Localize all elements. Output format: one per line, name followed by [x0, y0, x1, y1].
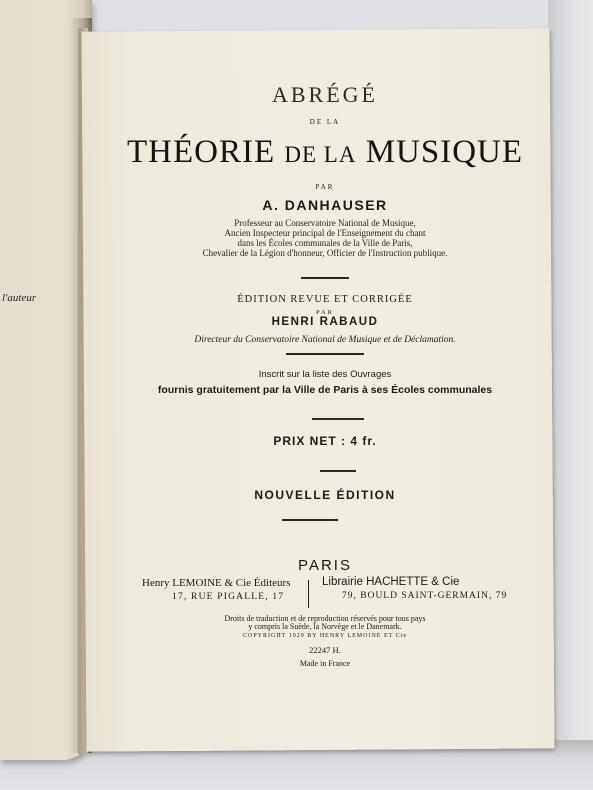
inscrit-line-2: fournis gratuitement par la Ville de Paris à ses Écoles communales — [157, 384, 493, 396]
author-credential: Professeur au Conservatoire National de Musique, — [234, 218, 416, 228]
edition-note: ÉDITION REVUE ET CORRIGÉE — [237, 294, 413, 305]
de-la-small: DE LA — [309, 118, 341, 126]
divider-rule — [286, 353, 364, 355]
publisher-separator — [308, 580, 309, 608]
title-de-la: DE LA — [284, 142, 357, 167]
left-page-text: l'auteur — [2, 292, 37, 304]
par-label: PAR — [315, 183, 335, 191]
author-credential: dans les Écoles communales de la Ville de Paris, — [237, 238, 413, 248]
publisher-left-name: Henry LEMOINE & Cie Éditeurs — [142, 577, 291, 589]
divider-rule — [312, 418, 364, 420]
author-credential: Ancien Inspecteur principal de l'Enseignement du chant — [224, 228, 426, 238]
publisher-left — [142, 577, 342, 602]
new-edition-label: NOUVELLE ÉDITION — [254, 488, 396, 502]
reviser-title: Directeur du Conservatoire National de Musique et de Déclamation. — [194, 335, 456, 345]
price-label: PRIX NET : 4 fr. — [273, 434, 377, 448]
plate-number: 22247 H. — [309, 645, 341, 655]
city-label: PARIS — [298, 557, 352, 574]
backdrop-right — [548, 0, 593, 790]
title-page-content — [110, 0, 540, 790]
title-musique: MUSIQUE — [365, 134, 524, 170]
par-label-2: PAR — [315, 309, 335, 316]
abrege-heading: ABRÉGÉ — [272, 82, 378, 107]
publisher-right — [322, 576, 542, 601]
main-title — [110, 134, 540, 171]
author-name: A. DANHAUSER — [262, 197, 388, 213]
divider-rule — [301, 277, 349, 279]
reviser-name: HENRI RABAUD — [271, 316, 379, 328]
copyright-line: COPYRIGHT 1929 BY HENRY LEMOINE ET Cie — [243, 633, 407, 639]
publisher-right-address: 79, BOULD SAINT-GERMAIN, 79 — [342, 591, 508, 601]
author-credential: Chevalier de la Légion d'honneur, Officier de l'Instruction publique. — [202, 248, 448, 258]
made-in-label: Made in France — [299, 659, 351, 668]
rights-line-2: y compris la Suède, la Norvège et le Danemark. — [248, 622, 402, 631]
inscrit-line-1: Inscrit sur la liste des Ouvrages — [258, 369, 392, 380]
divider-rule — [320, 470, 356, 472]
title-theorie: THÉORIE — [126, 134, 276, 170]
publisher-right-name: Librairie HACHETTE & Cie — [322, 576, 460, 588]
rights-line-1: Droits de traduction et de reproduction réservés pour tous pays — [224, 614, 426, 623]
divider-rule — [282, 519, 338, 521]
publisher-left-address: 17, RUE PIGALLE, 17 — [172, 592, 285, 602]
